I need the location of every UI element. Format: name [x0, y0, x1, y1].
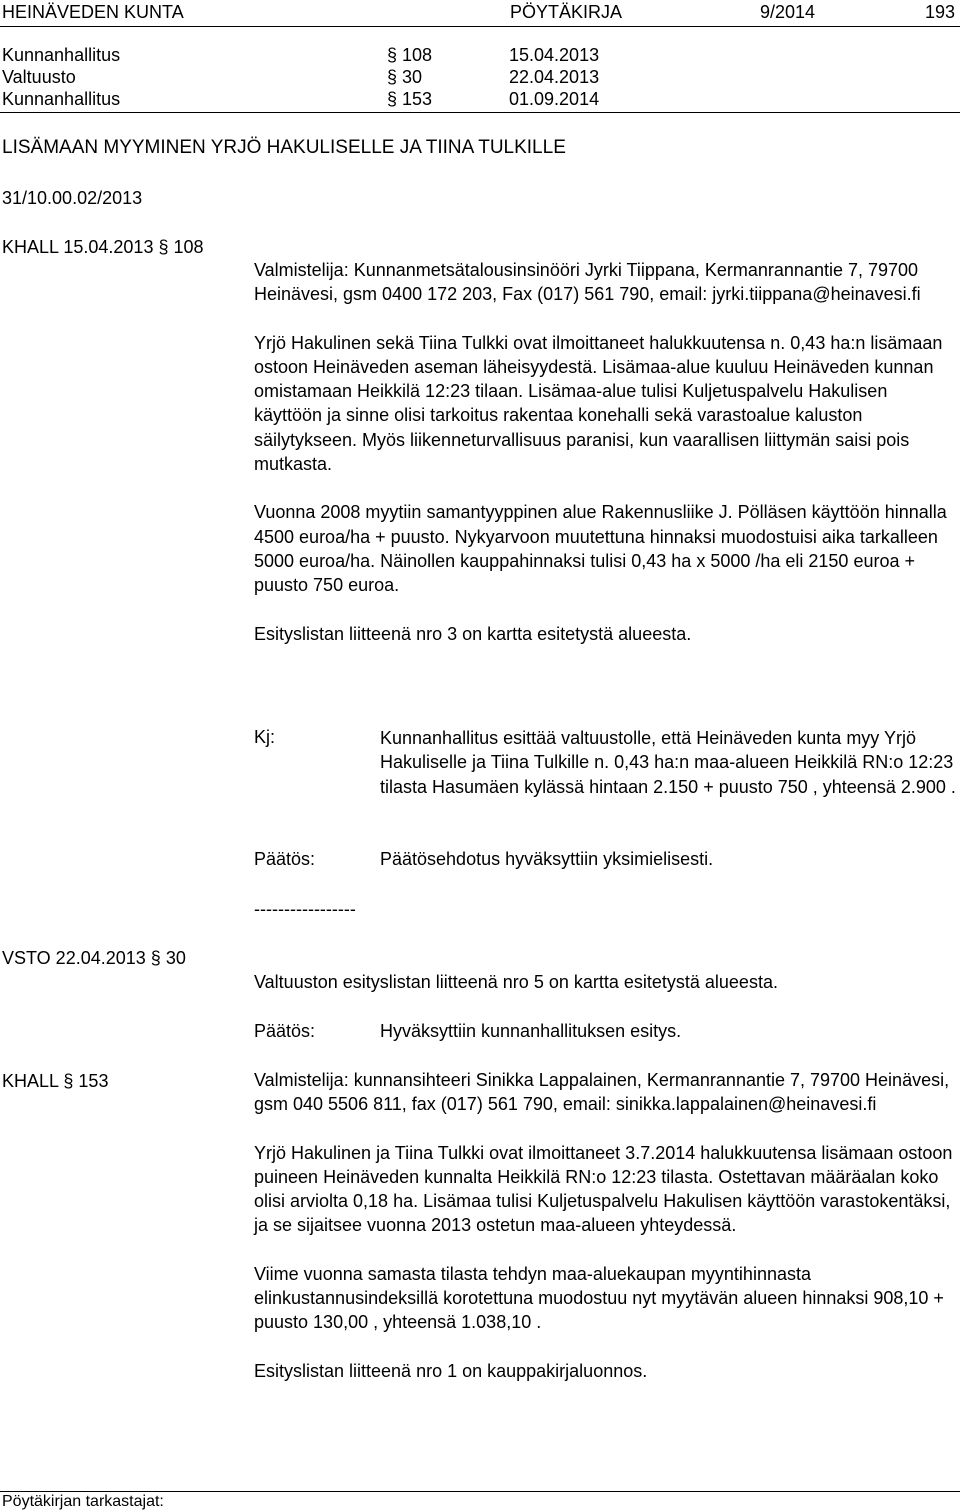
history-body: Valtuusto [2, 67, 76, 87]
kj-label: Kj: [254, 727, 276, 747]
khall1-paragraph-1: Yrjö Hakulinen sekä Tiina Tulkki ovat ilmoittaneet halukkuutensa n. 0,43 ha:n lisämaan ostoon Heinäveden aseman läheisyydestä. Lisämaa-alue kuuluu Heinäveden kunnan omistamaan Heikkilä 12:23 tilaan. Lisämaa-alue tulisi Kuljetuspalvelu Hakulisen käyttöön ja sinne olisi tarkoitus rakentaa konehalli sekä varastoalue kaluston säilytykseen. Myös liikenneturvallisuus paranisi, kun vaarallisen liittymän saisi pois mutkasta. [254, 332, 943, 475]
section-sign: § [387, 45, 398, 65]
history-section: 153 [402, 89, 433, 109]
vsto-ref-prefix: VSTO 22.04.2013 [2, 948, 146, 968]
khall2-body [254, 1068, 960, 1383]
history-date: 01.09.2014 [509, 89, 600, 109]
vsto-paragraph-1: Valtuuston esityslistan liitteenä nro 5 on kartta esitetystä alueesta. [254, 972, 778, 992]
khall1-ref-prefix: KHALL 15.04.2013 [2, 237, 154, 257]
page-title: LISÄMAAN MYYMINEN YRJÖ HAKULISELLE JA TIINA TULKILLE [2, 137, 566, 158]
khall2-ref-prefix: KHALL [2, 1071, 59, 1091]
section-sign: § [158, 237, 169, 257]
khall2-reference [2, 1070, 108, 1092]
khall1-ref-number: 108 [173, 237, 204, 257]
history-section: 30 [402, 67, 423, 87]
khall1-reference [2, 236, 204, 258]
khall2-paragraph-1: Yrjö Hakulinen ja Tiina Tulkki ovat ilmoittaneet 3.7.2014 halukkuutensa lisämaan ostoon puineen Heinäveden kunnalta Heikkilä RN:o 12:23 tilasta. Ostettavan määräalan koko olisi arviolta 0,18 ha. Lisämaa tulisi Kuljetuspalvelu Hakulisen käyttöön varastokentäksi, ja se sijaitsee vuonna 2013 ostetun maa-alueen yhteydessä. [254, 1142, 953, 1236]
khall2-paragraph-3: Esityslistan liitteenä nro 1 on kauppakirjaluonnos. [254, 1360, 648, 1381]
section-sign: § [63, 1071, 74, 1091]
history-date: 22.04.2013 [509, 67, 600, 87]
header-divider [0, 26, 960, 27]
history-divider [0, 112, 960, 113]
history-date: 15.04.2013 [509, 45, 600, 65]
kj-proposal: Kunnanhallitus esittää valtuustolle, että Heinäveden kunta myy Yrjö Hakuliselle ja Tiina Tulkille n. 0,43 ha:n maa-alueen Heikkilä RN:o 12:23 tilasta Hasumäen kylässä hintaan 2.150 + puusto 750 , yhteensä 2.900 . [380, 728, 956, 797]
vsto-paatos-label: Päätös: [254, 1021, 316, 1041]
history-section: 108 [402, 45, 433, 65]
khall2-ref-number: 153 [78, 1071, 109, 1091]
khall2-preparer: Valmistelija: kunnansihteeri Sinikka Lappalainen, Kermanrannantie 7, 79700 Heinävesi, gsm 040 5506 811, fax (017) 561 790, email: sinikka.lappalainen@heinavesi.fi [254, 1070, 950, 1115]
paatos-text: Päätösehdotus hyväksyttiin yksimielisesti. [380, 849, 714, 869]
separator-line: ----------------- [254, 899, 356, 919]
record-number: 31/10.00.02/2013 [2, 188, 143, 208]
vsto-paatos-text: Hyväksyttiin kunnanhallituksen esitys. [380, 1021, 682, 1041]
footer-reviewers-label: Pöytäkirjan tarkastajat: [2, 1493, 164, 1510]
page-number: 193 [925, 2, 956, 22]
history-body: Kunnanhallitus [2, 45, 121, 65]
vsto-ref-number: 30 [165, 948, 186, 968]
khall2-paragraph-2: Viime vuonna samasta tilasta tehdyn maa-aluekaupan myyntihinnasta elinkustannusindeksillä korotettuna muodostuu nyt myytävän alueen hinnaksi 908,10 + puusto 130,00 , yhteensä 1.038,10 . [254, 1263, 944, 1333]
paatos-label: Päätös: [254, 849, 316, 869]
issue-number: 9/2014 [760, 2, 816, 22]
section-sign: § [387, 89, 398, 109]
history-body: Kunnanhallitus [2, 89, 121, 109]
khall1-body [254, 258, 960, 646]
khall1-preparer: Valmistelija: Kunnanmetsätalousinsinööri Jyrki Tiippana, Kermanrannantie 7, 79700 Heinävesi, gsm 0400 172 203, Fax (017) 561 790, email: jyrki.tiippana@heinavesi.fi [254, 260, 921, 305]
khall1-paragraph-3: Esityslistan liitteenä nro 3 on kartta esitetystä alueesta. [254, 623, 692, 644]
vsto-reference [2, 947, 186, 969]
section-sign: § [150, 948, 161, 968]
document-type: PÖYTÄKIRJA [510, 2, 623, 22]
org-name: HEINÄVEDEN KUNTA [2, 2, 184, 22]
section-sign: § [387, 67, 398, 87]
khall1-paragraph-2: Vuonna 2008 myytiin samantyyppinen alue Rakennusliike J. Pölläsen käyttöön hinnalla 4500 euroa/ha + puusto. Nykyarvoon muutettuna hinnaksi muodostuisi aika tarkalleen 5000 euroa/ha. Näinollen kauppahinnaksi tulisi 0,43 ha x 5000 /ha eli 2150 euroa + puusto 750 euroa. [254, 502, 947, 596]
